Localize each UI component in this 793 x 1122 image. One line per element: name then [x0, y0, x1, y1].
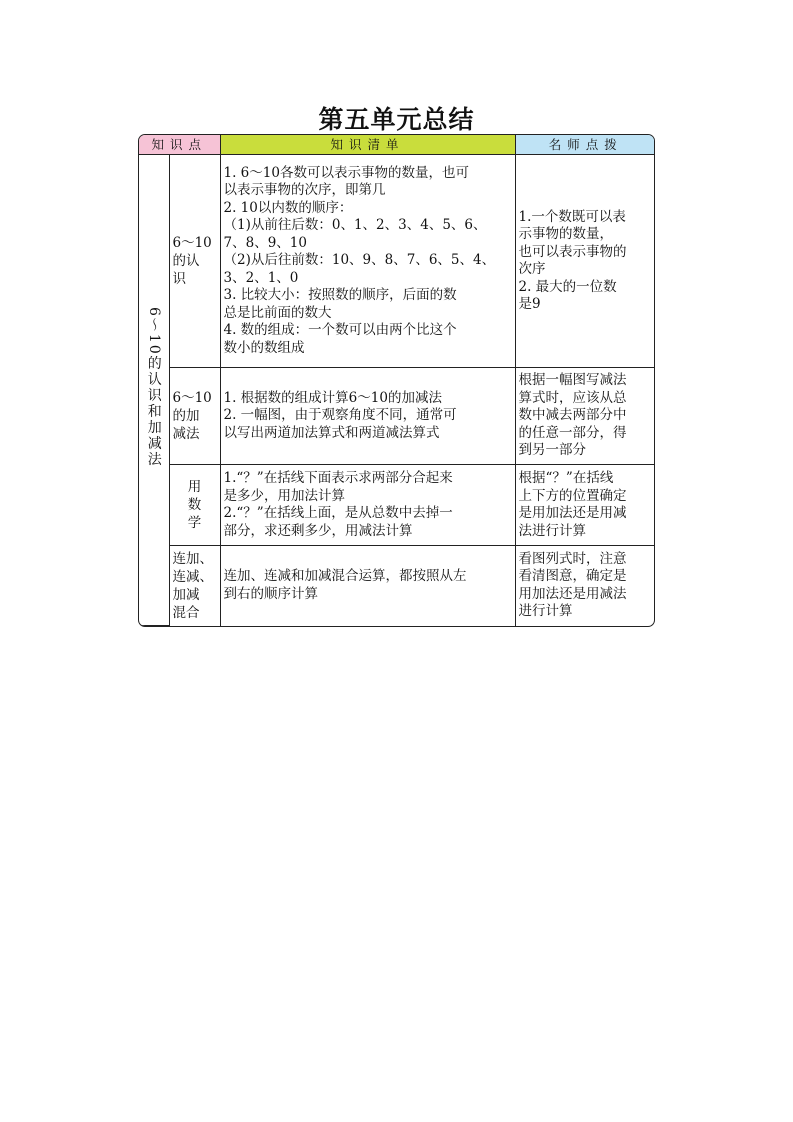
- tip-line: 看清图意，确定是: [518, 568, 627, 585]
- tip-line: 上下方的位置确定: [518, 487, 627, 504]
- main-topic-label: 6～10的认识和加减法: [145, 306, 162, 468]
- subtopic-cell: [169, 465, 220, 546]
- subtopic-line: 6～10: [172, 390, 212, 406]
- content-line: （1)从前往后数：0、1、2、3、4、5、6、: [223, 217, 487, 234]
- subtopic-line: 6～10: [172, 235, 212, 251]
- subtopic-cell: [169, 368, 220, 465]
- subtopic-line: 识: [172, 271, 186, 287]
- content-line: 到右的顺序计算: [223, 585, 319, 602]
- content-line: 2. 一幅图，由于观察角度不同，通常可: [223, 407, 457, 424]
- header-teacher-tips: 名师点拨: [515, 135, 655, 155]
- summary-table: [138, 134, 655, 627]
- header-knowledge-list: 知识清单: [220, 135, 515, 155]
- tip-line: 的任意一部分，得: [518, 424, 627, 441]
- content-line: 2.“？”在括线上面，是从总数中去掉一: [223, 505, 453, 521]
- knowledge-list-cell: [220, 155, 515, 368]
- knowledge-list-cell: [220, 546, 515, 626]
- header-knowledge-point: 知识点: [139, 135, 220, 155]
- tip-line: 示事物的数量，: [518, 226, 614, 242]
- tip-line: 1.一个数既可以表: [518, 208, 626, 225]
- content-line: （2)从后往前数：10、9、8、7、6、5、4、: [223, 252, 496, 269]
- teacher-tip-cell: [515, 368, 655, 465]
- teacher-tip-cell: [515, 546, 655, 626]
- tip-line: 算式时，应该从总: [518, 389, 627, 406]
- tip-line: 根据一幅图写减法: [518, 372, 627, 389]
- tip-line: 是9: [518, 296, 541, 312]
- content-line: 2. 10以内数的顺序：: [223, 199, 353, 216]
- subtopic-line: 的加: [172, 408, 200, 424]
- subtopic-line: 学: [187, 515, 202, 531]
- page-title: 第五单元总结: [318, 105, 475, 134]
- content-line: 数小的数组成: [223, 339, 305, 356]
- subtopic-line: 连加、: [172, 550, 213, 567]
- content-line: 是多少，用加法计算: [223, 487, 346, 504]
- tip-line: 用加法还是用减法: [518, 585, 627, 602]
- content-line: 4. 数的组成：一个数可以由两个比这个: [223, 322, 457, 339]
- tip-line: 到另一部分: [518, 442, 587, 459]
- tip-line: 也可以表示事物的: [518, 243, 627, 260]
- content-line: 总是比前面的数大: [223, 304, 332, 321]
- tip-line: 是用加法还是用减: [518, 505, 627, 521]
- subtopic-line: 混合: [172, 604, 200, 621]
- content-line: 3、2、1、0: [223, 269, 299, 286]
- content-line: 7、8、9、10: [223, 234, 307, 251]
- tip-line: 次序: [518, 261, 546, 277]
- content-line: 1.“？”在括线下面表示求两部分合起来: [223, 470, 453, 486]
- tip-line: 2. 最大的一位数: [518, 278, 617, 295]
- teacher-tip-cell: [515, 465, 655, 546]
- teacher-tip-cell: [515, 155, 655, 368]
- content-line: 1. 根据数的组成计算6～10的加减法: [223, 389, 442, 406]
- subtopic-line: 的认: [172, 253, 200, 269]
- subtopic-line: 加减: [172, 586, 200, 603]
- tip-line: 根据“？”在括线: [518, 470, 614, 486]
- main-topic-cell: [139, 155, 169, 626]
- content-line: 连加、连减和加减混合运算，都按照从左: [223, 568, 467, 585]
- content-line: 以表示事物的次序，即第几: [223, 182, 386, 199]
- tip-line: 进行计算: [518, 603, 573, 620]
- knowledge-list-cell: [220, 465, 515, 546]
- content-line: 1. 6～10各数可以表示事物的数量，也可: [223, 164, 469, 181]
- content-line: 3. 比较大小：按照数的顺序，后面的数: [223, 287, 457, 304]
- content-line: 以写出两道加法算式和两道减法算式: [223, 424, 440, 441]
- subtopic-line: 连减、: [172, 568, 213, 585]
- subtopic-cell: [169, 546, 220, 626]
- tip-line: 法进行计算: [518, 522, 587, 539]
- content-line: 部分，求还剩多少，用减法计算: [223, 522, 413, 539]
- tip-line: 看图列式时，注意: [518, 550, 627, 567]
- subtopic-cell: [169, 155, 220, 368]
- subtopic-line: 数: [187, 497, 202, 513]
- subtopic-line: 用: [187, 479, 202, 495]
- subtopic-line: 减法: [172, 426, 200, 442]
- knowledge-list-cell: [220, 368, 515, 465]
- tip-line: 数中减去两部分中: [518, 407, 627, 424]
